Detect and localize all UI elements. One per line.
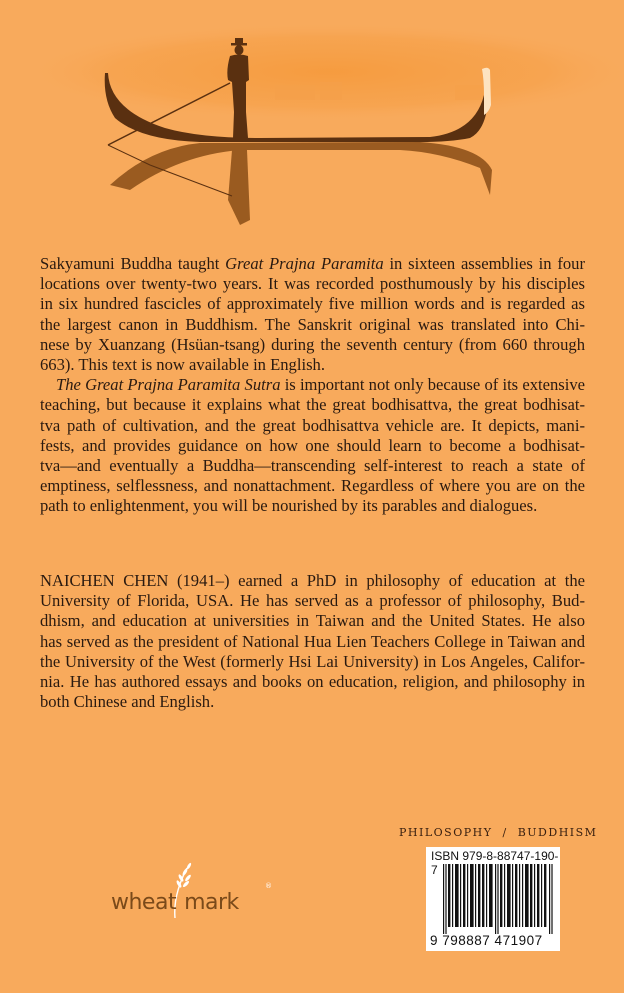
text-line: in six hundred fascicles of approximately five million words and is regarded as [40, 294, 585, 314]
category-secondary: BUDDHISM [517, 826, 598, 839]
registered-mark: ® [265, 882, 272, 890]
text-line: teaching, but because it explains what the great bodhisattva, the great bodhisat- [40, 395, 585, 415]
text-line: tva—and eventually a Buddha—transcending self-interest to reach a state of [40, 456, 585, 476]
publisher-name: wheat mark [111, 890, 239, 915]
text-line: nese by Xuanzang (Hsüan-tsang) during the seventh century (from 660 through [40, 334, 585, 354]
text-line: The Great Prajna Paramita Sutra is important not only because of its extensive [56, 375, 585, 395]
cover-illustration [0, 0, 624, 250]
text-line: locations over twenty-two years. It was recorded posthumously by his disciples [40, 274, 585, 294]
book-description [40, 254, 585, 517]
description-paragraph-2 [40, 375, 585, 516]
book-title-italic: Great Prajna Paramita [225, 254, 384, 273]
text-line: dhism, and education at universities in Taiwan and the United States. He also [40, 611, 585, 631]
barcode-digits: 9 798887 471907 [430, 933, 543, 948]
text-line: fests, and provides guidance on how one should learn to become a bodhisat- [40, 435, 585, 455]
book-title-italic: The Great Prajna Paramita Sutra [56, 375, 281, 395]
text-line: has served as the president of National Hua Lien Teachers College in Taiwan and [40, 631, 585, 651]
text-line: emptiness, selflessness, and nonattachment. Regardless of where you are on the [40, 476, 585, 496]
description-paragraph-1 [40, 254, 585, 375]
text-line: nia. He has authored essays and books on education, religion, and philosophy in [40, 672, 585, 692]
text-line: path to enlightenment, you will be nourished by its parables and dialogues. [40, 496, 538, 516]
text-line: the University of the West (formerly Hsi Lai University) in Los Angeles, Califor- [40, 651, 585, 671]
barcode-bars [443, 864, 553, 934]
text-line: both Chinese and English. [40, 692, 215, 712]
category-primary: PHILOSOPHY [399, 826, 493, 839]
isbn-barcode [426, 847, 560, 951]
text-line: NAICHEN CHEN (1941–) earned a PhD in philosophy of education at the [40, 571, 585, 590]
publisher-logo [110, 862, 270, 922]
book-category [399, 826, 597, 839]
text-line: 663). This text is now available in English. [40, 355, 325, 375]
text-line: the largest canon in Buddhism. The Sanskrit original was translated into Chi- [40, 314, 585, 334]
text-line: tva path of cultivation, and the great bodhisattva vehicle are. It depicts, mani- [40, 415, 585, 435]
text-line: Sakyamuni Buddha taught Great Prajna Paramita in sixteen assemblies in four [40, 254, 585, 273]
isbn-label: ISBN 979-8-88747-190-7 [431, 849, 559, 877]
category-separator: / [502, 826, 508, 839]
author-bio [40, 571, 585, 712]
text-line: University of Florida, USA. He has served as a professor of philosophy, Bud- [40, 591, 585, 611]
